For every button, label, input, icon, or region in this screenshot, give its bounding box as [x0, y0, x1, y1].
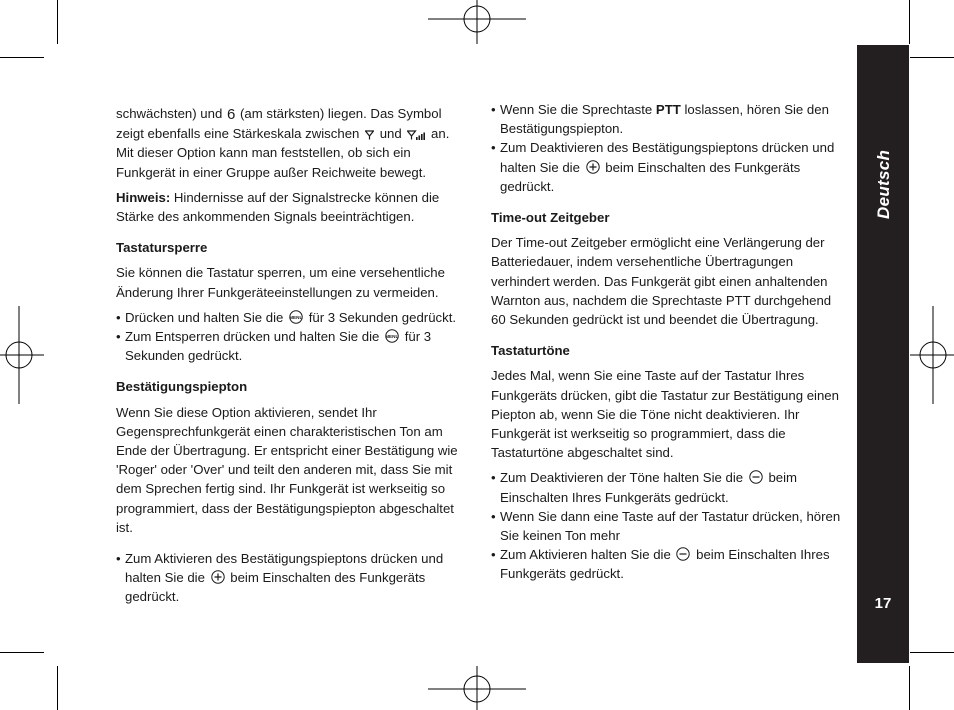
signal-strength-paragraph: schwächsten) und 6 (am stärksten) liegen. Das Symbol zeigt ebenfalls eine Stärkeskala zwischen und an. Mit dieser Option kann man feststellen, ob sich ein Funkgerät in einer Gruppe außer Reichweite bewegt.: [116, 106, 450, 180]
ptt-list: [491, 100, 843, 196]
note-label: Hinweis:: [116, 189, 171, 205]
heading-timeout-timer: Time-out Zeitgeber: [491, 210, 610, 226]
menu-key-icon: [289, 310, 303, 324]
registration-mark: [910, 306, 954, 404]
timeout-paragraph: Der Time-out Zeitgeber ermöglicht eine Verlängerung der Batteriedauer, indem versehentliche Übertragungen verhindert werden. Das Funkgerät gibt einen anhaltenden Warnton aus, nachdem die Sprechtaste PTT durchgehend 60 Sekunden gedrückt ist und beendet die Übertragung.: [491, 235, 832, 328]
confirmation-tone-paragraph: Wenn Sie diese Option aktivieren, sendet Ihr Gegensprechfunkgerät einen charakteristischen Ton am Ende der Übertragung. Er entspricht einer Bestätigung wie 'Roger' oder 'Over' und teilt den anderen mit, dass Sie mit dem Sprechen fertig sind. Ihr Funkgerät ist werkseitig so programmiert, dass der Bestätigungspiepton abgeschaltet ist.: [116, 404, 458, 535]
heading-keypad-lock: Tastatursperre: [116, 240, 208, 256]
list-item: • Wenn Sie dann eine Taste auf der Tastatur drücken, hören Sie keinen Ton mehr: [491, 507, 843, 545]
plus-key-icon: [211, 570, 225, 584]
crop-mark: [57, 0, 58, 44]
menu-key-icon: [385, 329, 399, 343]
registration-mark: [428, 666, 526, 710]
crop-mark: [909, 666, 910, 710]
plus-key-icon: [586, 160, 600, 174]
crop-mark: [910, 652, 954, 653]
list-item: • Zum Deaktivieren des Bestätigungspieptons drücken und halten Sie die beim Einschalten des Funkgeräts gedrückt.: [491, 138, 843, 196]
note-paragraph: Hinweis: Hindernisse auf der Signalstrecke können die Stärke des ankommenden Signals beeinträchtigen.: [116, 189, 440, 225]
list-item: • Wenn Sie die Sprechtaste PTT loslassen, hören Sie den Bestätigungspiepton.: [491, 100, 843, 138]
keypad-lock-paragraph: Sie können die Tastatur sperren, um eine versehentliche Änderung Ihrer Funkgeräteeinstellungen zu vermeiden.: [116, 265, 445, 300]
minus-key-icon: [676, 547, 690, 561]
heading-keypad-tones: Tastaturtöne: [491, 343, 570, 359]
minus-key-icon: [749, 470, 763, 484]
crop-mark: [910, 57, 954, 58]
ptt-label: PTT: [655, 102, 681, 117]
signal-weak-icon: [365, 130, 374, 140]
crop-mark: [909, 0, 910, 44]
signal-strong-icon: [407, 130, 425, 140]
registration-mark: [428, 0, 526, 44]
svg-text:MENU: MENU: [289, 314, 303, 320]
language-tab: [857, 45, 909, 663]
keypad-tones-list: [491, 468, 843, 583]
confirmation-tone-list: [116, 549, 468, 607]
right-column: [491, 100, 843, 590]
keypad-lock-list: [116, 308, 468, 366]
page-number: 17: [874, 595, 892, 612]
signal-digit-icon: 6: [226, 106, 236, 123]
registration-mark: [0, 306, 44, 404]
list-item: • Zum Entsperren drücken und halten Sie die MENU für 3 Sekunden gedrückt.: [116, 327, 468, 365]
keypad-tones-paragraph: Jedes Mal, wenn Sie eine Taste auf der Tastatur Ihres Funkgeräts drücken, gibt die Tastatur zur Bestätigung einen Piepton ab, wenn Sie die Töne nicht deaktivieren. Ihr Funkgerät ist werkseitig so programmiert, dass die Tastaturtöne abgeschaltet sind.: [491, 368, 839, 461]
list-item: • Drücken und halten Sie die MENU für 3 Sekunden gedrückt.: [116, 308, 468, 327]
language-tab-label: Deutsch: [874, 149, 893, 219]
heading-confirmation-tone: Bestätigungspiepton: [116, 379, 248, 395]
list-item: • Zum Aktivieren halten Sie die beim Einschalten Ihres Funkgeräts gedrückt.: [491, 545, 843, 583]
crop-mark: [57, 666, 58, 710]
svg-text:MENU: MENU: [385, 333, 399, 339]
crop-mark: [0, 57, 44, 58]
crop-mark: [0, 652, 44, 653]
list-item: • Zum Deaktivieren der Töne halten Sie die beim Einschalten Ihres Funkgeräts gedrückt.: [491, 468, 843, 506]
left-column: [116, 104, 468, 613]
list-item: • Zum Aktivieren des Bestätigungspieptons drücken und halten Sie die beim Einschalten des Funkgeräts gedrückt.: [116, 549, 468, 607]
